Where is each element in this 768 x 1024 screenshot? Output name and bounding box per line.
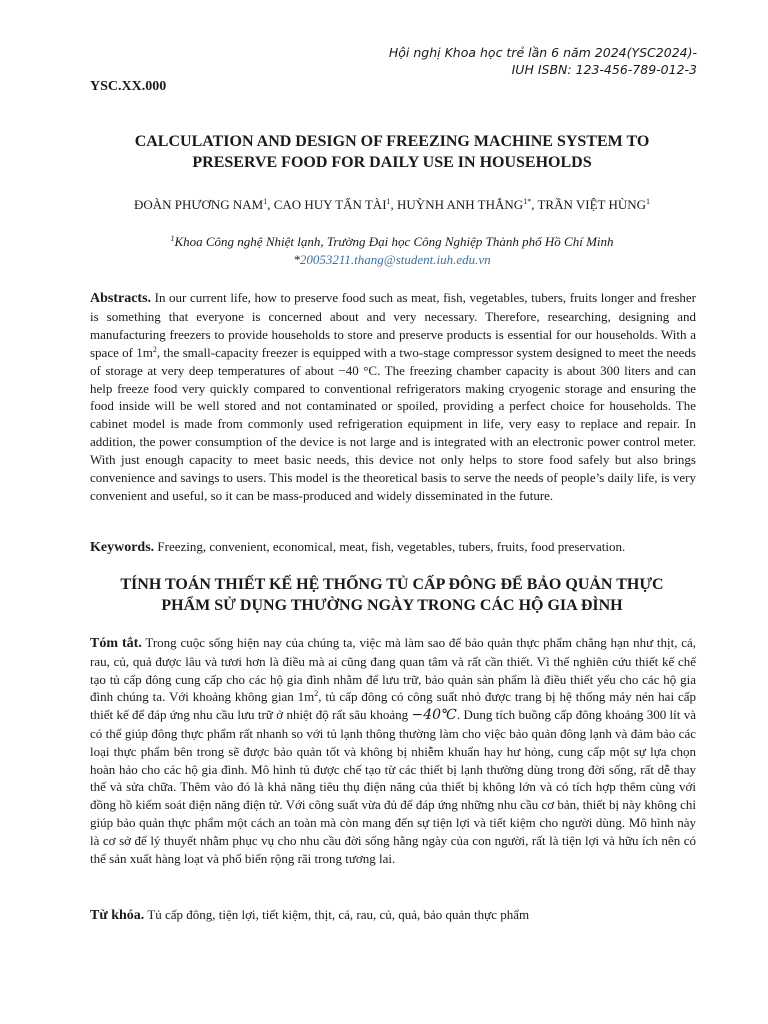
english-title xyxy=(90,131,694,173)
tom-tat-label: Tóm tắt. xyxy=(90,636,142,651)
author-name: CAO HUY TẤN TÀI xyxy=(273,197,387,212)
tom-tat-text-part-2: , tủ cấp đông có công suất nhỏ được trang bị hệ thống máy nén hai cấp thiết kế để đáp ứng nhu cầu lưu trữ ở nhiệt độ rất sâu khoảng xyxy=(90,689,696,723)
author-name: ĐOÀN PHƯƠNG NAM xyxy=(133,197,264,212)
vietnamese-title xyxy=(90,574,694,616)
keywords-label: Keywords. xyxy=(90,540,155,555)
paper-code: YSC.XX.000 xyxy=(90,79,167,94)
corresponding-email-line xyxy=(90,251,694,269)
abstract-text-part-2: , the small-capacity freezer is equipped with a two-stage compressor system designed to meet the needs of storage at very deep temperatures of about −40 °C. The freezing chamber capacity is about 300 liters and can help freeze food very quickly compared to conventional refrigerators making cryogenic storage and ensuring the food inside will be well stored and not contaminated or spoiled, providing a perfect choice for households. The cabinet model is made from commonly used refrigeration equipment in life, very easy to replace and repair. In addition, the power consumption of the device is not large and is integrated with an electronic power control meter. With just enough capacity to meet basic needs, this device not only helps to store food safely but also brings convenience and savings to users. This model is the theoretical basis to serve the needs of people’s daily life, is very convenient and useful, so it can be mass-produced and widely disseminated in the future. xyxy=(90,344,696,503)
author-name: HUỲNH ANH THẮNG xyxy=(397,197,524,212)
author-affiliation-mark: 1 xyxy=(646,197,651,206)
abstract-paragraph xyxy=(90,289,696,505)
email-link[interactable]: 20053211.thang@student.iuh.edu.vn xyxy=(299,252,491,267)
email-prefix: * xyxy=(293,252,300,267)
author-list xyxy=(90,196,694,214)
english-title-line-1: CALCULATION AND DESIGN OF FREEZING MACHINE SYSTEM TO xyxy=(134,133,650,150)
abstract-label: Abstracts. xyxy=(90,291,152,306)
keywords-paragraph xyxy=(90,538,696,557)
keywords-text: Freezing, convenient, economical, meat, fish, vegetables, tubers, fruits, food preservation. xyxy=(154,539,626,554)
author-affiliation-mark: 1* xyxy=(523,197,532,206)
tom-tat-text-part-1: Trong cuộc sống hiện nay của chúng ta, việc mà làm sao để bảo quản thực phẩm chẳng hạn như thịt, cá, rau, củ, quả được lâu và tươi hơn là điều mà ai cũng đang quan tâm và rất cần thiết. Vì thế nghiên cứu thiết kế chế tạo tủ cấp đông cung cấp cho các hộ gia đình nhằm để lưu trữ, bảo quản sản phẩm là điều thiết yếu cho các hộ gia đình chúng ta. Với khoảng không gian 1m xyxy=(90,635,697,705)
author-name: TRẦN VIỆT HÙNG xyxy=(537,197,647,212)
tu-khoa-label: Từ khóa. xyxy=(90,908,145,923)
author-separator: , xyxy=(267,197,274,212)
vietnamese-title-line-1: TÍNH TOÁN THIẾT KẾ HỆ THỐNG TỦ CẤP ĐÔNG ĐỂ BẢO QUẢN THỰC xyxy=(120,576,664,593)
temperature-formula: −40℃ xyxy=(411,707,457,724)
tom-tat-paragraph xyxy=(90,634,696,867)
author-affiliation-mark: 1 xyxy=(263,197,268,206)
abstract-text-part-1: In our current life, how to preserve food such as meat, fish, vegetables, tubers, fruits longer and fresher is something that everyone is concerned about and very necessary. Therefore, researching, designing and manufacturing freezers to provide households to store and preserve products is essential for our households. With a space of 1m xyxy=(90,290,696,360)
author-separator: , xyxy=(531,197,538,212)
affiliation-mark: 1 xyxy=(170,234,175,243)
affiliation-text: Khoa Công nghệ Nhiệt lạnh, Trường Đại học Công Nghiệp Thành phố Hồ Chí Minh xyxy=(174,234,614,249)
tom-tat-text-part-3: . Dung tích buồng cấp đông khoảng 300 lít và có thể giúp đông thực phẩm rất nhanh so với tủ lạnh thông thường làm cho việc bảo quản đông lạnh và đảm bảo các loại thực phẩm bên trong sẽ được bảo quản tốt và không bị nhiễm khuẩn hay hư hỏng, cung cấp một sự lựa chọn hoàn hảo cho các hộ gia đình. Mô hình tủ được chế tạo từ các thiết bị lạnh thường dùng trong đời sống, rất dễ thay thế và sửa chữa. Thêm vào đó là khả năng tiêu thụ điện năng của thiết bị không lớn và có tích hợp thêm cùng với đồng hồ kiểm soát điện năng điện tử. Với công suất vừa đủ để đáp ứng những nhu cầu cơ bản, thiết bị này không chỉ giúp bảo quản thực phẩm một cách an toàn mà còn mang đến sự tiện lợi và tiết kiệm cho người dùng. Mô hình này là cơ sở để lý thuyết nhằm phục vụ cho nhu cầu đời sống hằng ngày của con người, rất là tiện lợi và hữu ích nên có thể sản xuất hàng loạt và phổ biến rộng rãi trong tương lai. xyxy=(90,707,696,866)
tu-khoa-text: Tủ cấp đông, tiện lợi, tiết kiệm, thịt, cá, rau, củ, quả, bảo quản thực phẩm xyxy=(144,907,530,922)
conference-line-2: IUH ISBN: 123-456-789-012-3 xyxy=(511,62,697,77)
affiliation-line xyxy=(90,233,694,251)
author-affiliation-mark: 1 xyxy=(386,197,391,206)
conference-header xyxy=(277,44,697,78)
english-title-line-2: PRESERVE FOOD FOR DAILY USE IN HOUSEHOLDS xyxy=(192,154,592,171)
conference-line-1: Hội nghị Khoa học trẻ lần 6 năm 2024(YSC2024)- xyxy=(388,45,697,60)
vietnamese-title-line-2: PHẨM SỬ DỤNG THƯỜNG NGÀY TRONG CÁC HỘ GIA ĐÌNH xyxy=(161,597,623,614)
affiliation-block xyxy=(90,233,694,269)
tom-tat-superscript: 2 xyxy=(314,689,319,699)
abstract-superscript: 2 xyxy=(152,344,157,354)
tu-khoa-paragraph xyxy=(90,906,696,925)
author-separator: , xyxy=(390,197,398,212)
